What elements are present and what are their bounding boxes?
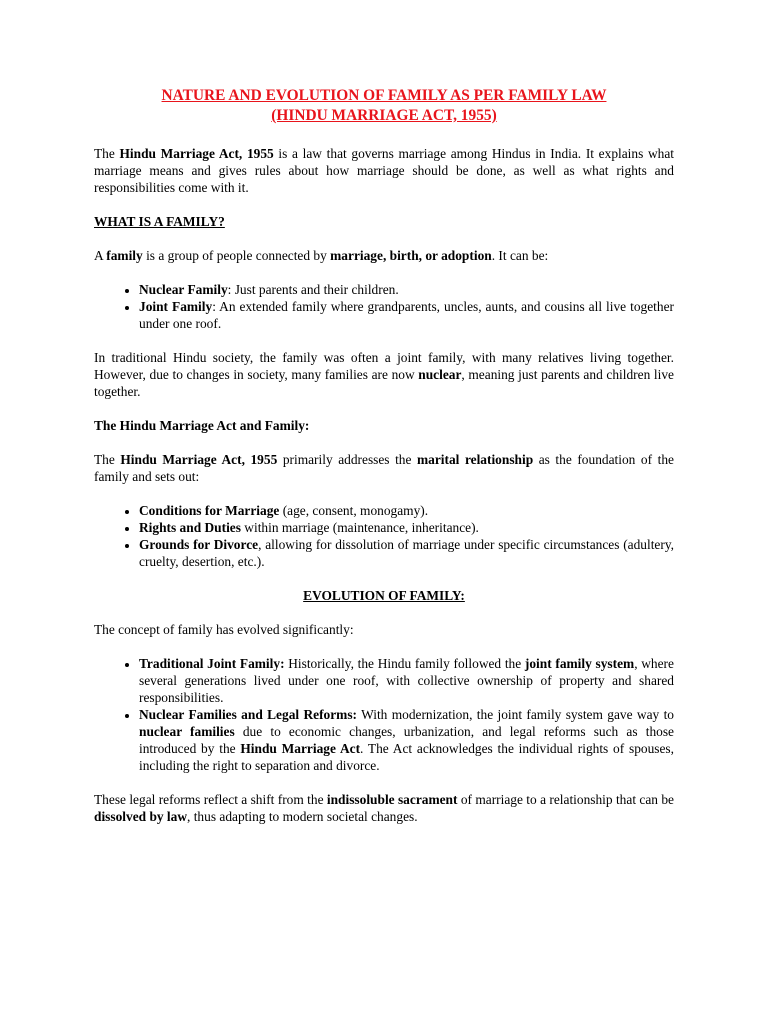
conclusion-text-1: These legal reforms reflect a shift from the (94, 792, 327, 807)
list-item-text: due to economic changes, urbanization, and legal reforms such as those introduced by the (139, 724, 674, 756)
act-provisions-list (94, 502, 674, 570)
list-item-bold: nuclear families (139, 724, 235, 739)
list-item-text: , where several generations lived under one roof, with collective ownership of property and shared responsibilities. (139, 656, 674, 705)
family-def-text-1: A (94, 248, 107, 263)
family-definition-paragraph (94, 247, 674, 264)
list-item-bold: Conditions for Marriage (139, 503, 280, 518)
heading-act-and-family: The Hindu Marriage Act and Family: (94, 418, 310, 433)
list-item-text: . The Act acknowledges the individual rights of spouses, including the right to separation and divorce. (139, 741, 674, 773)
list-item (139, 281, 674, 298)
list-item (139, 536, 674, 570)
family-def-bold-2: marriage, birth, or adoption (330, 248, 492, 263)
family-types-list (94, 281, 674, 332)
list-item-text: Historically, the Hindu family followed the (284, 656, 525, 671)
family-def-text-2: is a group of people connected by (142, 248, 331, 263)
traditional-bold-1: nuclear (418, 367, 462, 382)
list-item-text: (age, consent, monogamy). (279, 503, 429, 518)
conclusion-bold-1: indissoluble sacrament (326, 792, 458, 807)
list-item-bold: Hindu Marriage Act (240, 741, 361, 756)
intro-paragraph (94, 145, 674, 196)
list-item-text: , allowing for dissolution of marriage under specific circumstances (adultery, cruelty, desertion, etc.). (139, 537, 674, 569)
act-bold-2: marital relationship (417, 452, 534, 467)
evolution-list (94, 655, 674, 774)
list-item (139, 502, 674, 519)
list-item (139, 706, 674, 774)
list-item-bold: Rights and Duties (139, 520, 241, 535)
list-item-text: : Just parents and their children. (227, 282, 399, 297)
title-line-1: NATURE AND EVOLUTION OF FAMILY AS PER FAMILY LAW (161, 87, 607, 104)
title-line-2: (HINDU MARRIAGE ACT, 1955) (271, 107, 497, 124)
conclusion-paragraph (94, 791, 674, 825)
traditional-text-2: , meaning just parents and children live together. (94, 367, 674, 399)
heading-evolution-of-family: EVOLUTION OF FAMILY: (303, 588, 465, 603)
act-bold-1: Hindu Marriage Act, 1955 (120, 452, 278, 467)
intro-text-1: The (94, 146, 120, 161)
intro-text-2: is a law that governs marriage among Hindus in India. It explains what marriage means and gives rules about how marriage should be done, as well as what rights and responsibilities come with it. (94, 146, 675, 195)
act-text-2: primarily addresses the (277, 452, 417, 467)
list-item-text: : An extended family where grandparents, uncles, aunts, and cousins all live together under one roof. (139, 299, 674, 331)
list-item-bold: Traditional Joint Family: (139, 656, 285, 671)
family-def-text-3: . It can be: (491, 248, 549, 263)
list-item-bold: joint family system (524, 656, 635, 671)
family-def-bold-1: family (106, 248, 143, 263)
list-item-bold: Nuclear Family (139, 282, 228, 297)
list-item (139, 298, 674, 332)
traditional-paragraph (94, 349, 674, 400)
traditional-text-1: In traditional Hindu society, the family was often a joint family, with many relatives living together. However, due to changes in society, many families are now (94, 350, 674, 382)
list-item (139, 519, 674, 536)
act-text-3: as the foundation of the family and sets out: (94, 452, 674, 484)
act-text-1: The (94, 452, 121, 467)
list-item (139, 655, 674, 706)
list-item-text: With modernization, the joint family system gave way to (357, 707, 674, 722)
list-item-bold: Grounds for Divorce (139, 537, 259, 552)
list-item-bold: Nuclear Families and Legal Reforms: (139, 707, 358, 722)
conclusion-text-3: , thus adapting to modern societal changes. (187, 809, 418, 824)
list-item-text: within marriage (maintenance, inheritance). (240, 520, 479, 535)
conclusion-text-2: of marriage to a relationship that can be (457, 792, 674, 807)
heading-what-is-family: WHAT IS A FAMILY? (94, 214, 225, 229)
list-item-bold: Joint Family (139, 299, 213, 314)
act-paragraph (94, 451, 674, 485)
intro-bold-act: Hindu Marriage Act, 1955 (119, 146, 274, 161)
evolution-intro-paragraph: The concept of family has evolved significantly: (94, 622, 354, 637)
conclusion-bold-2: dissolved by law (94, 809, 188, 824)
document-title (94, 86, 674, 126)
